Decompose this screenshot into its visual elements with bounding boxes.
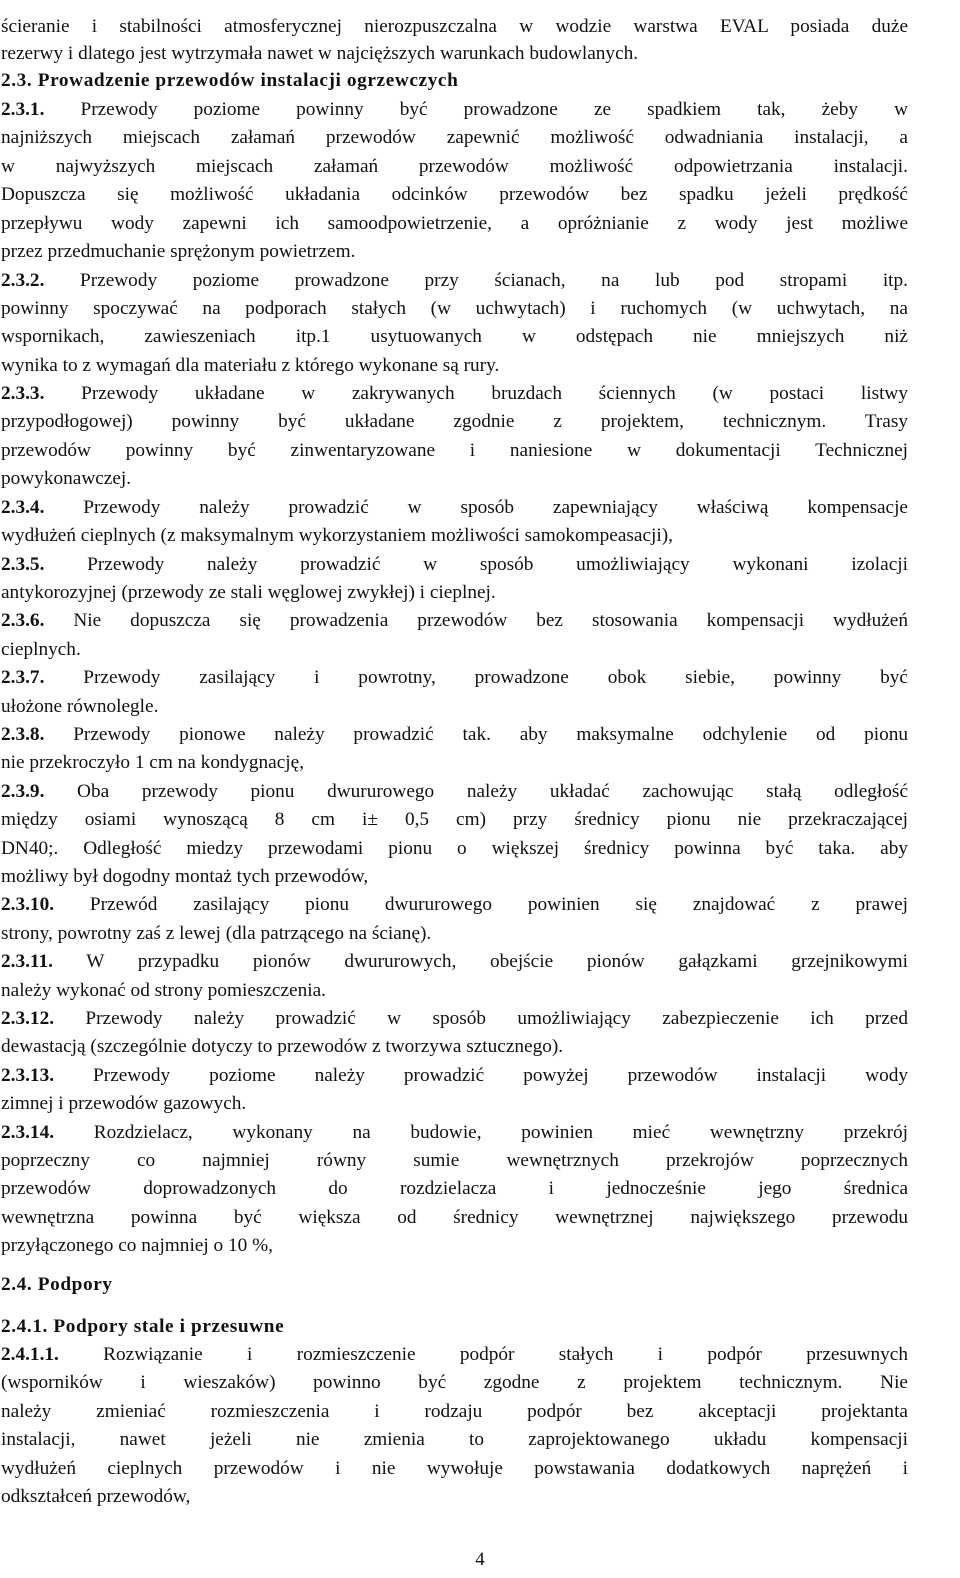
clause-number: 2.3.3. bbox=[1, 383, 45, 404]
clause-number: 2.3.4. bbox=[1, 497, 45, 518]
paragraph-line: przyłączonego co najmniej o 10 %, bbox=[1, 1235, 273, 1256]
clause-text: Oba przewody pionu dwururowego należy układać zachowując stałą odległość bbox=[44, 781, 908, 802]
paragraph-line bbox=[1, 779, 908, 805]
paragraph-line: strony, powrotny zaś z lewej (dla patrzącego na ścianę). bbox=[1, 923, 432, 944]
clause-text: Przewody poziome prowadzone przy ścianach, na lub pod stropami itp. bbox=[44, 270, 908, 291]
paragraph-line: zimnej i przewodów gazowych. bbox=[1, 1093, 247, 1114]
paragraph-line: w najwyższych miejscach załamań przewodów możliwość odpowietrzania instalacji. bbox=[1, 156, 908, 177]
clause-text: Przewody poziome należy prowadzić powyżej przewodów instalacji wody bbox=[54, 1065, 908, 1086]
clause-text: Rozwiązanie i rozmieszczenie podpór stałych i podpór przesuwnych bbox=[58, 1344, 908, 1365]
paragraph-line: ułożone równolegle. bbox=[1, 696, 159, 717]
paragraph-line: najniższych miejscach załamań przewodów zapewnić możliwość odwadniania instalacji, a bbox=[1, 127, 908, 148]
paragraph-line bbox=[1, 495, 908, 521]
paragraph-line: przypodłogowej) powinny być układane zgodnie z projektem, technicznym. Trasy bbox=[1, 411, 908, 432]
clause-number: 2.3.14. bbox=[1, 1122, 55, 1143]
paragraph-line bbox=[1, 381, 908, 407]
paragraph-line bbox=[1, 722, 908, 748]
paragraph-line bbox=[1, 1006, 908, 1032]
paragraph-line: możliwy był dogodny montaż tych przewodów, bbox=[1, 866, 369, 887]
clause-text: Przewody układane w zakrywanych bruzdach ściennych (w postaci listwy bbox=[44, 383, 908, 404]
paragraph-line: wynika to z wymagań dla materiału z którego wykonane są rury. bbox=[1, 355, 500, 376]
clause-number: 2.3.11. bbox=[1, 951, 53, 972]
paragraph-line bbox=[1, 1063, 908, 1089]
paragraph-line: nie przekroczyło 1 cm na kondygnację, bbox=[1, 752, 305, 773]
paragraph-line: należy zmieniać rozmieszczenia i rodzaju podpór bez akceptacji projektanta bbox=[1, 1401, 908, 1422]
paragraph-line: dewastacją (szczególnie dotyczy to przewodów z tworzywa sztucznego). bbox=[1, 1036, 564, 1057]
paragraph-line bbox=[1, 1342, 908, 1368]
clause-number: 2.3.10. bbox=[1, 894, 55, 915]
paragraph-line bbox=[1, 1120, 908, 1146]
paragraph-line: odkształceń przewodów, bbox=[1, 1486, 191, 1507]
paragraph-line: instalacji, nawet jeżeli nie zmienia to zaprojektowanego układu kompensacji bbox=[1, 1429, 908, 1450]
clause-text: W przypadku pionów dwururowych, obejście pionów gałązkami grzejnikowymi bbox=[52, 951, 908, 972]
clause-number: 2.3.1. bbox=[1, 99, 45, 120]
paragraph-line: wspornikach, zawieszeniach itp.1 usytuowanych w odstępach nie mniejszych niż bbox=[1, 326, 908, 347]
section-heading-2-4-1: 2.4.1. Podpory stale i przesuwne bbox=[1, 1316, 285, 1337]
clause-text: Przewody należy prowadzić w sposób umożliwiający wykonani izolacji bbox=[44, 554, 908, 575]
paragraph-line bbox=[1, 97, 908, 123]
paragraph-line: rezerwy i dlatego jest wytrzymała nawet w najcięższych warunkach budowlanych. bbox=[1, 43, 639, 64]
clause-text: Przewody należy prowadzić w sposób zapewniający właściwą kompensacje bbox=[44, 497, 908, 518]
section-heading-2-4: 2.4. Podpory bbox=[1, 1274, 113, 1295]
clause-number: 2.3.8. bbox=[1, 724, 45, 745]
paragraph-line: cieplnych. bbox=[1, 639, 81, 660]
paragraph-line: powinny spoczywać na podporach stałych (w uchwytach) i ruchomych (w uchwytach, na bbox=[1, 298, 908, 319]
clause-text: Nie dopuszcza się prowadzenia przewodów bez stosowania kompensacji wydłużeń bbox=[44, 610, 908, 631]
clause-text: Przewody należy prowadzić w sposób umożliwiający zabezpieczenie ich przed bbox=[54, 1008, 908, 1029]
paragraph-line: należy wykonać od strony pomieszczenia. bbox=[1, 980, 326, 1001]
clause-number: 2.4.1.1. bbox=[1, 1344, 59, 1365]
clause-text: Przewody zasilający i powrotny, prowadzone obok siebie, powinny być bbox=[44, 667, 908, 688]
paragraph-line: przez przedmuchanie sprężonym powietrzem. bbox=[1, 241, 356, 262]
clause-text: Przewody poziome powinny być prowadzone ze spadkiem tak, żeby w bbox=[44, 99, 908, 120]
clause-number: 2.3.6. bbox=[1, 610, 45, 631]
clause-number: 2.3.9. bbox=[1, 781, 45, 802]
paragraph-line bbox=[1, 268, 908, 294]
clause-number: 2.3.5. bbox=[1, 554, 45, 575]
paragraph-line: przewodów powinny być zinwentaryzowane i naniesione w dokumentacji Technicznej bbox=[1, 440, 908, 461]
paragraph-line bbox=[1, 892, 908, 918]
paragraph-line: przewodów doprowadzonych do rozdzielacza i jednocześnie jego średnica bbox=[1, 1178, 908, 1199]
clause-text: Przewód zasilający pionu dwururowego powinien się znajdować z prawej bbox=[54, 894, 908, 915]
clause-text: Przewody pionowe należy prowadzić tak. aby maksymalne odchylenie od pionu bbox=[44, 724, 908, 745]
paragraph-line: wydłużeń cieplnych (z maksymalnym wykorzystaniem możliwości samokompeasacji), bbox=[1, 525, 673, 546]
paragraph-line: poprzeczny co najmniej równy sumie wewnętrznych przekrojów poprzecznych bbox=[1, 1150, 908, 1171]
clause-number: 2.3.12. bbox=[1, 1008, 55, 1029]
paragraph-line bbox=[1, 665, 908, 691]
paragraph-line: Dopuszcza się możliwość układania odcinków przewodów bez spadku jeżeli prędkość bbox=[1, 184, 908, 205]
clause-number: 2.3.7. bbox=[1, 667, 45, 688]
paragraph-line: DN40;. Odległość miedzy przewodami pionu o większej średnicy powinna być taka. aby bbox=[1, 838, 908, 859]
section-heading-2-3: 2.3. Prowadzenie przewodów instalacji ogrzewczych bbox=[1, 70, 459, 91]
clause-number: 2.3.2. bbox=[1, 270, 45, 291]
paragraph-line: powykonawczej. bbox=[1, 468, 132, 489]
paragraph-line: (wsporników i wieszaków) powinno być zgodne z projektem technicznym. Nie bbox=[1, 1372, 908, 1393]
paragraph-line: wewnętrzna powinna być większa od średnicy wewnętrznej największego przewodu bbox=[1, 1207, 908, 1228]
paragraph-line: wydłużeń cieplnych przewodów i nie wywołuje powstawania dodatkowych naprężeń i bbox=[1, 1458, 908, 1479]
paragraph-line bbox=[1, 608, 908, 634]
page-number: 4 bbox=[475, 1549, 485, 1570]
clause-text: Rozdzielacz, wykonany na budowie, powinien mieć wewnętrzny przekrój bbox=[54, 1122, 908, 1143]
paragraph-line: ścieranie i stabilności atmosferycznej nierozpuszczalna w wodzie warstwa EVAL posiada duże bbox=[1, 16, 908, 37]
paragraph-line: między osiami wynoszącą 8 cm i± 0,5 cm) przy średnicy pionu nie przekraczającej bbox=[1, 809, 908, 830]
paragraph-line: antykorozyjnej (przewody ze stali węglowej zwykłej) i cieplnej. bbox=[1, 582, 496, 603]
paragraph-line: przepływu wody zapewni ich samoodpowietrzenie, a opróżnianie z wody jest możliwe bbox=[1, 213, 908, 234]
paragraph-line bbox=[1, 552, 908, 578]
paragraph-line bbox=[1, 949, 908, 975]
clause-number: 2.3.13. bbox=[1, 1065, 55, 1086]
